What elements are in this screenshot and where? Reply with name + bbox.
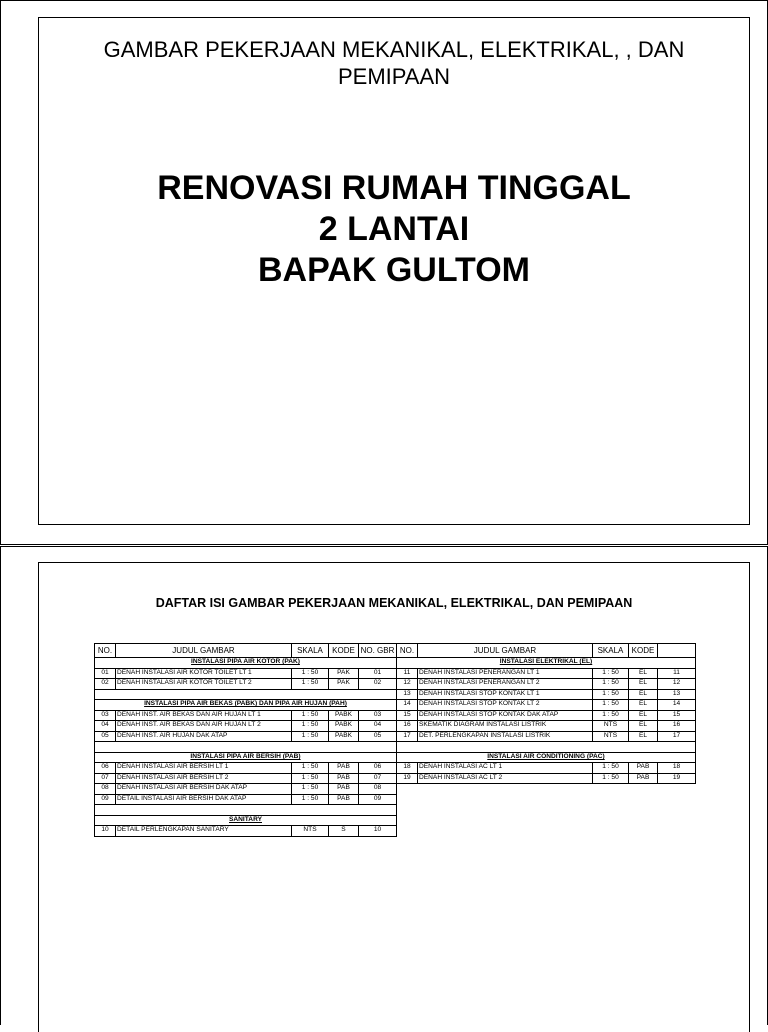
cell-no-gbr: 01 xyxy=(359,668,397,679)
table-row xyxy=(397,689,696,700)
cell-no-gbr: 09 xyxy=(359,794,397,805)
cell-kode: PAB xyxy=(629,773,658,784)
cell-judul: DENAH INSTALASI AIR BERSIH DAK ATAP xyxy=(116,784,292,795)
cell-kode: EL xyxy=(629,689,658,700)
cell-kode: PAB xyxy=(329,773,359,784)
cell-no: 01 xyxy=(95,668,116,679)
table-row xyxy=(397,668,696,679)
blank-cell xyxy=(397,742,696,753)
header-no-gbr: NO. GBR xyxy=(359,644,397,658)
cell-no-gbr: 18 xyxy=(658,763,696,774)
blank-cell xyxy=(95,742,397,753)
table-row xyxy=(397,700,696,711)
header-skala: SKALA xyxy=(593,644,629,658)
cell-judul: DENAH INSTALASI AC LT 1 xyxy=(418,763,593,774)
cover-title-line3: BAPAK GULTOM xyxy=(258,251,530,289)
section-row xyxy=(95,700,397,711)
cell-no: 04 xyxy=(95,721,116,732)
cell-judul: DENAH INSTALASI STOP KONTAK DAK ATAP xyxy=(418,710,593,721)
section-title: INSTALASI PIPA AIR BERSIH (PAB) xyxy=(95,752,397,763)
table-row xyxy=(397,773,696,784)
cell-no-gbr: 12 xyxy=(658,679,696,690)
cell-kode: EL xyxy=(629,721,658,732)
contents-frame xyxy=(38,562,750,1032)
cell-no: 02 xyxy=(95,679,116,690)
table-row xyxy=(95,794,397,805)
cell-judul: DENAH INSTALASI AIR KOTOR TOILET LT 1 xyxy=(116,668,292,679)
cell-no: 07 xyxy=(95,773,116,784)
cell-kode: PAK xyxy=(329,668,359,679)
cell-skala: 1 : 50 xyxy=(593,710,629,721)
header-kode: KODE xyxy=(629,644,658,658)
cell-no: 18 xyxy=(397,763,418,774)
blank-cell xyxy=(95,805,397,816)
table-row xyxy=(95,710,397,721)
cell-no-gbr: 10 xyxy=(359,826,397,837)
cell-no: 12 xyxy=(397,679,418,690)
cell-no-gbr: 16 xyxy=(658,721,696,732)
cell-judul: DENAH INSTALASI AIR BERSIH LT 1 xyxy=(116,763,292,774)
cell-kode: PAK xyxy=(329,679,359,690)
cover-subtitle-line1: GAMBAR PEKERJAAN MEKANIKAL, ELEKTRIKAL, , DAN xyxy=(103,37,685,62)
table-row xyxy=(397,721,696,732)
cell-judul: DENAH INSTALASI STOP KONTAK LT 1 xyxy=(418,689,593,700)
cell-no-gbr: 02 xyxy=(359,679,397,690)
cell-skala: 1 : 50 xyxy=(292,784,329,795)
blank-row xyxy=(95,689,397,700)
contents-heading: DAFTAR ISI GAMBAR PEKERJAAN MEKANIKAL, ELEKTRIKAL, DAN PEMIPAAN xyxy=(155,596,633,610)
cell-skala: 1 : 50 xyxy=(593,773,629,784)
cell-skala: 1 : 50 xyxy=(593,679,629,690)
cell-kode: PAB xyxy=(329,784,359,795)
cell-kode: EL xyxy=(629,710,658,721)
cell-no: 06 xyxy=(95,763,116,774)
cover-subtitle-line2: PEMIPAAN xyxy=(337,64,451,89)
cell-judul: DENAH INSTALASI AIR KOTOR TOILET LT 2 xyxy=(116,679,292,690)
header-no-gbr xyxy=(658,644,696,658)
section-row xyxy=(397,752,696,763)
cell-judul: DENAH INSTALASI AC LT 2 xyxy=(418,773,593,784)
header-kode: KODE xyxy=(329,644,359,658)
header-no: NO. xyxy=(397,644,418,658)
cell-kode: S xyxy=(329,826,359,837)
cell-judul: DENAH INSTALASI STOP KONTAK LT 2 xyxy=(418,700,593,711)
blank-cell xyxy=(95,689,397,700)
cell-no: 08 xyxy=(95,784,116,795)
table-row xyxy=(95,773,397,784)
table-row xyxy=(397,679,696,690)
cell-no: 11 xyxy=(397,668,418,679)
cell-skala: NTS xyxy=(292,826,329,837)
cell-judul: DENAH INSTALASI PENERANGAN LT 1 xyxy=(418,668,593,679)
cell-kode: PABK xyxy=(329,710,359,721)
cell-skala: 1 : 50 xyxy=(593,700,629,711)
cell-skala: 1 : 50 xyxy=(292,763,329,774)
section-row xyxy=(95,752,397,763)
header-skala: SKALA xyxy=(292,644,329,658)
cell-skala: 1 : 50 xyxy=(292,710,329,721)
cell-no: 03 xyxy=(95,710,116,721)
cell-no-gbr: 08 xyxy=(359,784,397,795)
table-row xyxy=(95,679,397,690)
section-title: INSTALASI PIPA AIR BEKAS (PABK) DAN PIPA AIR HUJAN (PAH) xyxy=(95,700,397,711)
section-title: INSTALASI PIPA AIR KOTOR (PAK) xyxy=(95,658,397,669)
cell-judul: DET. PERLENGKAPAN INSTALASI LISTRIK xyxy=(418,731,593,742)
cell-no-gbr: 07 xyxy=(359,773,397,784)
cell-kode: EL xyxy=(629,700,658,711)
cell-no: 15 xyxy=(397,710,418,721)
cell-skala: 1 : 50 xyxy=(292,731,329,742)
cell-skala: NTS xyxy=(593,721,629,732)
contents-page xyxy=(0,546,768,1025)
table-row xyxy=(397,710,696,721)
cell-no-gbr: 03 xyxy=(359,710,397,721)
header-judul: JUDUL GAMBAR xyxy=(116,644,292,658)
cell-no-gbr: 04 xyxy=(359,721,397,732)
cell-no: 19 xyxy=(397,773,418,784)
contents-table-right xyxy=(396,643,696,784)
cell-skala: 1 : 50 xyxy=(292,679,329,690)
header-judul: JUDUL GAMBAR xyxy=(418,644,593,658)
cell-judul: DENAH INSTALASI AIR BERSIH LT 2 xyxy=(116,773,292,784)
cell-kode: EL xyxy=(629,731,658,742)
section-row xyxy=(95,815,397,826)
cell-kode: PABK xyxy=(329,721,359,732)
cell-kode: PABK xyxy=(329,731,359,742)
table-header-row xyxy=(397,644,696,658)
section-row xyxy=(95,658,397,669)
cell-skala: 1 : 50 xyxy=(292,794,329,805)
cell-no: 10 xyxy=(95,826,116,837)
cell-no: 05 xyxy=(95,731,116,742)
cell-skala: 1 : 50 xyxy=(292,721,329,732)
cell-skala: 1 : 50 xyxy=(292,668,329,679)
cell-kode: EL xyxy=(629,668,658,679)
cell-no-gbr: 13 xyxy=(658,689,696,700)
cell-no-gbr: 06 xyxy=(359,763,397,774)
cell-no-gbr: 17 xyxy=(658,731,696,742)
table-row xyxy=(95,668,397,679)
cell-judul: DENAH INST. AIR BEKAS DAN AIR HUJAN LT 2 xyxy=(116,721,292,732)
cell-judul: DENAH INST. AIR BEKAS DAN AIR HUJAN LT 1 xyxy=(116,710,292,721)
section-title: INSTALASI AIR CONDITIONING (PAC) xyxy=(397,752,696,763)
cell-no: 16 xyxy=(397,721,418,732)
cell-skala: 1 : 50 xyxy=(292,773,329,784)
cell-no-gbr: 19 xyxy=(658,773,696,784)
section-title: INSTALASI ELEKTRIKAL (EL) xyxy=(397,658,696,669)
cell-skala: NTS xyxy=(593,731,629,742)
cell-skala: 1 : 50 xyxy=(593,763,629,774)
cell-judul: SKEMATIK DIAGRAM INSTALASI LISTRIK xyxy=(418,721,593,732)
cover-title-line2: 2 LANTAI xyxy=(318,210,470,248)
cell-no-gbr: 11 xyxy=(658,668,696,679)
blank-row xyxy=(95,805,397,816)
table-row xyxy=(397,731,696,742)
cell-kode: PAB xyxy=(329,763,359,774)
section-title: SANITARY xyxy=(95,815,397,826)
table-row xyxy=(95,721,397,732)
cover-frame xyxy=(38,17,750,525)
table-row xyxy=(95,763,397,774)
contents-table-left xyxy=(94,643,397,837)
cover-title-line1: RENOVASI RUMAH TINGGAL xyxy=(157,169,631,207)
blank-row xyxy=(397,742,696,753)
cell-no: 13 xyxy=(397,689,418,700)
header-no: NO. xyxy=(95,644,116,658)
table-header-row xyxy=(95,644,397,658)
cell-skala: 1 : 50 xyxy=(593,689,629,700)
cell-judul: DENAH INST. AIR HUJAN DAK ATAP xyxy=(116,731,292,742)
cell-no-gbr: 14 xyxy=(658,700,696,711)
table-row xyxy=(397,763,696,774)
table-row xyxy=(95,731,397,742)
cell-no-gbr: 05 xyxy=(359,731,397,742)
blank-row xyxy=(95,742,397,753)
cell-no: 14 xyxy=(397,700,418,711)
cell-kode: PAB xyxy=(329,794,359,805)
cell-kode: PAB xyxy=(629,763,658,774)
cell-no-gbr: 15 xyxy=(658,710,696,721)
cell-judul: DETAIL PERLENGKAPAN SANITARY xyxy=(116,826,292,837)
cover-subtitle xyxy=(39,36,749,90)
table-row xyxy=(95,826,397,837)
cover-title xyxy=(39,168,749,291)
section-row xyxy=(397,658,696,669)
cell-judul: DENAH INSTALASI PENERANGAN LT 2 xyxy=(418,679,593,690)
cell-kode: EL xyxy=(629,679,658,690)
cell-no: 17 xyxy=(397,731,418,742)
cell-judul: DETAIL INSTALASI AIR BERSIH DAK ATAP xyxy=(116,794,292,805)
table-row xyxy=(95,784,397,795)
cell-skala: 1 : 50 xyxy=(593,668,629,679)
cell-no: 09 xyxy=(95,794,116,805)
